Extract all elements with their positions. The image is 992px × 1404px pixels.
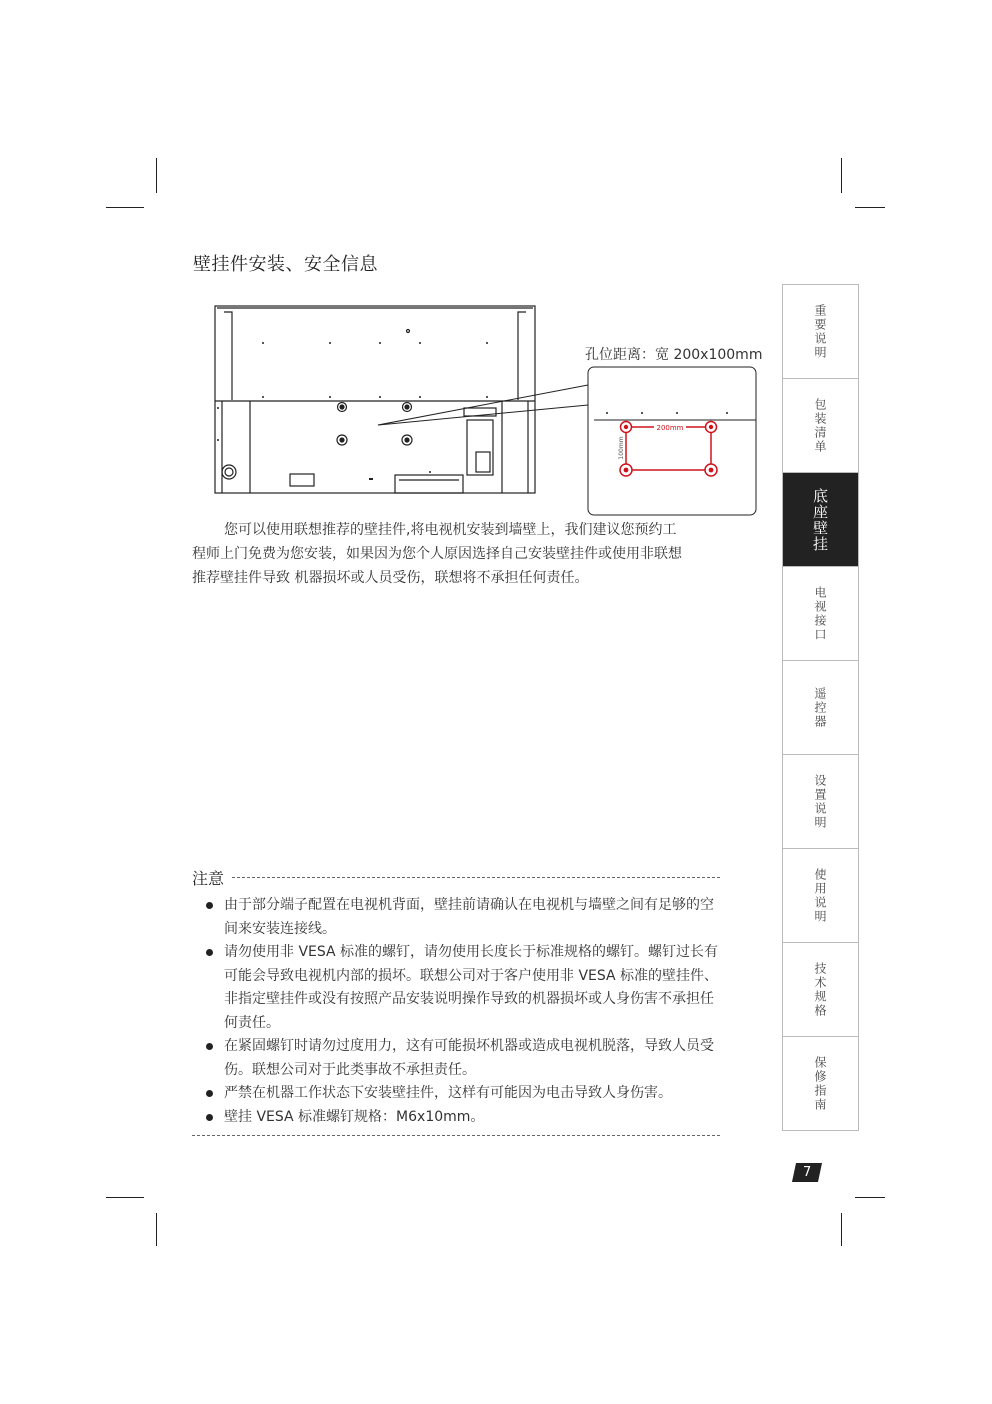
hole-spacing-label: 孔位距离：宽 200x100mm xyxy=(585,347,763,363)
crop-mark xyxy=(156,158,157,193)
crop-mark xyxy=(106,1197,144,1198)
tab-stand-wall-mount[interactable]: 底座壁挂 xyxy=(783,473,858,567)
crop-mark xyxy=(855,207,885,208)
bullet-icon xyxy=(206,949,213,956)
crop-mark xyxy=(106,207,144,208)
tab-tv-interfaces[interactable]: 电视接口 xyxy=(783,567,858,661)
dashed-divider xyxy=(192,1135,720,1136)
tab-usage-guide[interactable]: 使用说明 xyxy=(783,849,858,943)
dimension-width-label: 200mm xyxy=(656,424,684,432)
tab-tech-specs[interactable]: 技术规格 xyxy=(783,943,858,1037)
notes-section xyxy=(192,864,720,1136)
bullet-icon xyxy=(206,902,213,909)
bullet-icon xyxy=(206,1114,213,1121)
notes-list xyxy=(192,894,720,1129)
intro-line: 推荐壁挂件导致 机器损坏或人员受伤，联想将不承担任何责任。 xyxy=(192,570,589,586)
list-item: 严禁在机器工作状态下安装壁挂件，这样有可能因为电击导致人身伤害。 xyxy=(192,1082,720,1106)
notes-header xyxy=(192,864,720,890)
dimension-height-label: 100mm xyxy=(618,436,625,460)
notes-heading: 注意 xyxy=(192,868,225,888)
tab-package-list[interactable]: 包装清单 xyxy=(783,379,858,473)
tab-remote-control[interactable]: 遥控器 xyxy=(783,661,858,755)
section-tabs xyxy=(782,284,859,1131)
intro-paragraph xyxy=(192,518,722,590)
tab-setup-guide[interactable]: 设置说明 xyxy=(783,755,858,849)
page-number: 7 xyxy=(792,1163,822,1182)
bullet-icon xyxy=(206,1043,213,1050)
list-item: 由于部分端子配置在电视机背面，壁挂前请确认在电视机与墙壁之间有足够的空间来安装连接线。 xyxy=(192,894,720,941)
crop-mark xyxy=(841,158,842,193)
bullet-icon xyxy=(206,1090,213,1097)
tab-warranty-guide[interactable]: 保修指南 xyxy=(813,1055,827,1112)
tv-back-diagram xyxy=(210,300,770,525)
intro-line: 您可以使用联想推荐的壁挂件,将电视机安装到墙壁上，我们建议您预约工 xyxy=(224,522,677,538)
list-item: 壁挂 VESA 标准螺钉规格：M6x10mm。 xyxy=(192,1106,720,1130)
crop-mark xyxy=(841,1213,842,1246)
list-item: 请勿使用非 VESA 标准的螺钉，请勿使用长度长于标准规格的螺钉。螺钉过长有可能会导致电视机内部的损坏。联想公司对于客户使用非 VESA 标准的壁挂件、非指定壁挂件或没有按照产品安装说明操作导致的机器损坏或人身伤害不承担任何责任。 xyxy=(192,941,720,1035)
crop-mark xyxy=(855,1197,885,1198)
crop-mark xyxy=(156,1213,157,1246)
page-title: 壁挂件安装、安全信息 xyxy=(193,254,378,275)
list-item: 在紧固螺钉时请勿过度用力，这有可能损坏机器或造成电视机脱落，导致人员受伤。联想公司对于此类事故不承担责任。 xyxy=(192,1035,720,1082)
intro-line: 程师上门免费为您安装，如果因为您个人原因选择自己安装壁挂件或使用非联想 xyxy=(192,546,682,562)
tab-important-notes[interactable]: 重要说明 xyxy=(783,285,858,379)
dashed-divider xyxy=(232,877,720,878)
